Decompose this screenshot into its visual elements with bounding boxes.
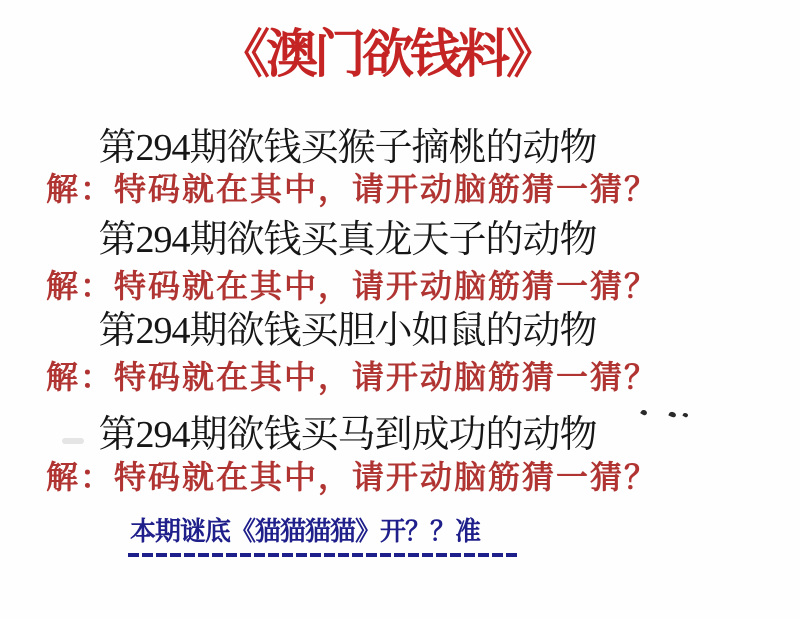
dashed-divider: [128, 553, 518, 557]
riddle-question: 第294期欲钱买马到成功的动物: [98, 414, 597, 456]
riddle-answer: 解：特码就在其中，请开动脑筋猜一猜？: [46, 359, 659, 395]
scan-smudge: [62, 438, 84, 444]
footer-riddle-solution: 本期谜底《猫猫猫猫》开？？准: [130, 517, 481, 546]
riddle-question: 第294期欲钱买猴子摘桃的动物: [98, 127, 597, 169]
riddle-answer: 解：特码就在其中，请开动脑筋猜一猜？: [46, 171, 659, 207]
page-title: 《澳门欲钱料》: [217, 27, 554, 84]
riddle-question: 第294期欲钱买真龙天子的动物: [98, 219, 597, 261]
riddle-answer: 解：特码就在其中，请开动脑筋猜一猜？: [46, 268, 659, 304]
riddle-answer: 解：特码就在其中，请开动脑筋猜一猜？: [46, 459, 659, 495]
riddle-question: 第294期欲钱买胆小如鼠的动物: [98, 310, 597, 352]
